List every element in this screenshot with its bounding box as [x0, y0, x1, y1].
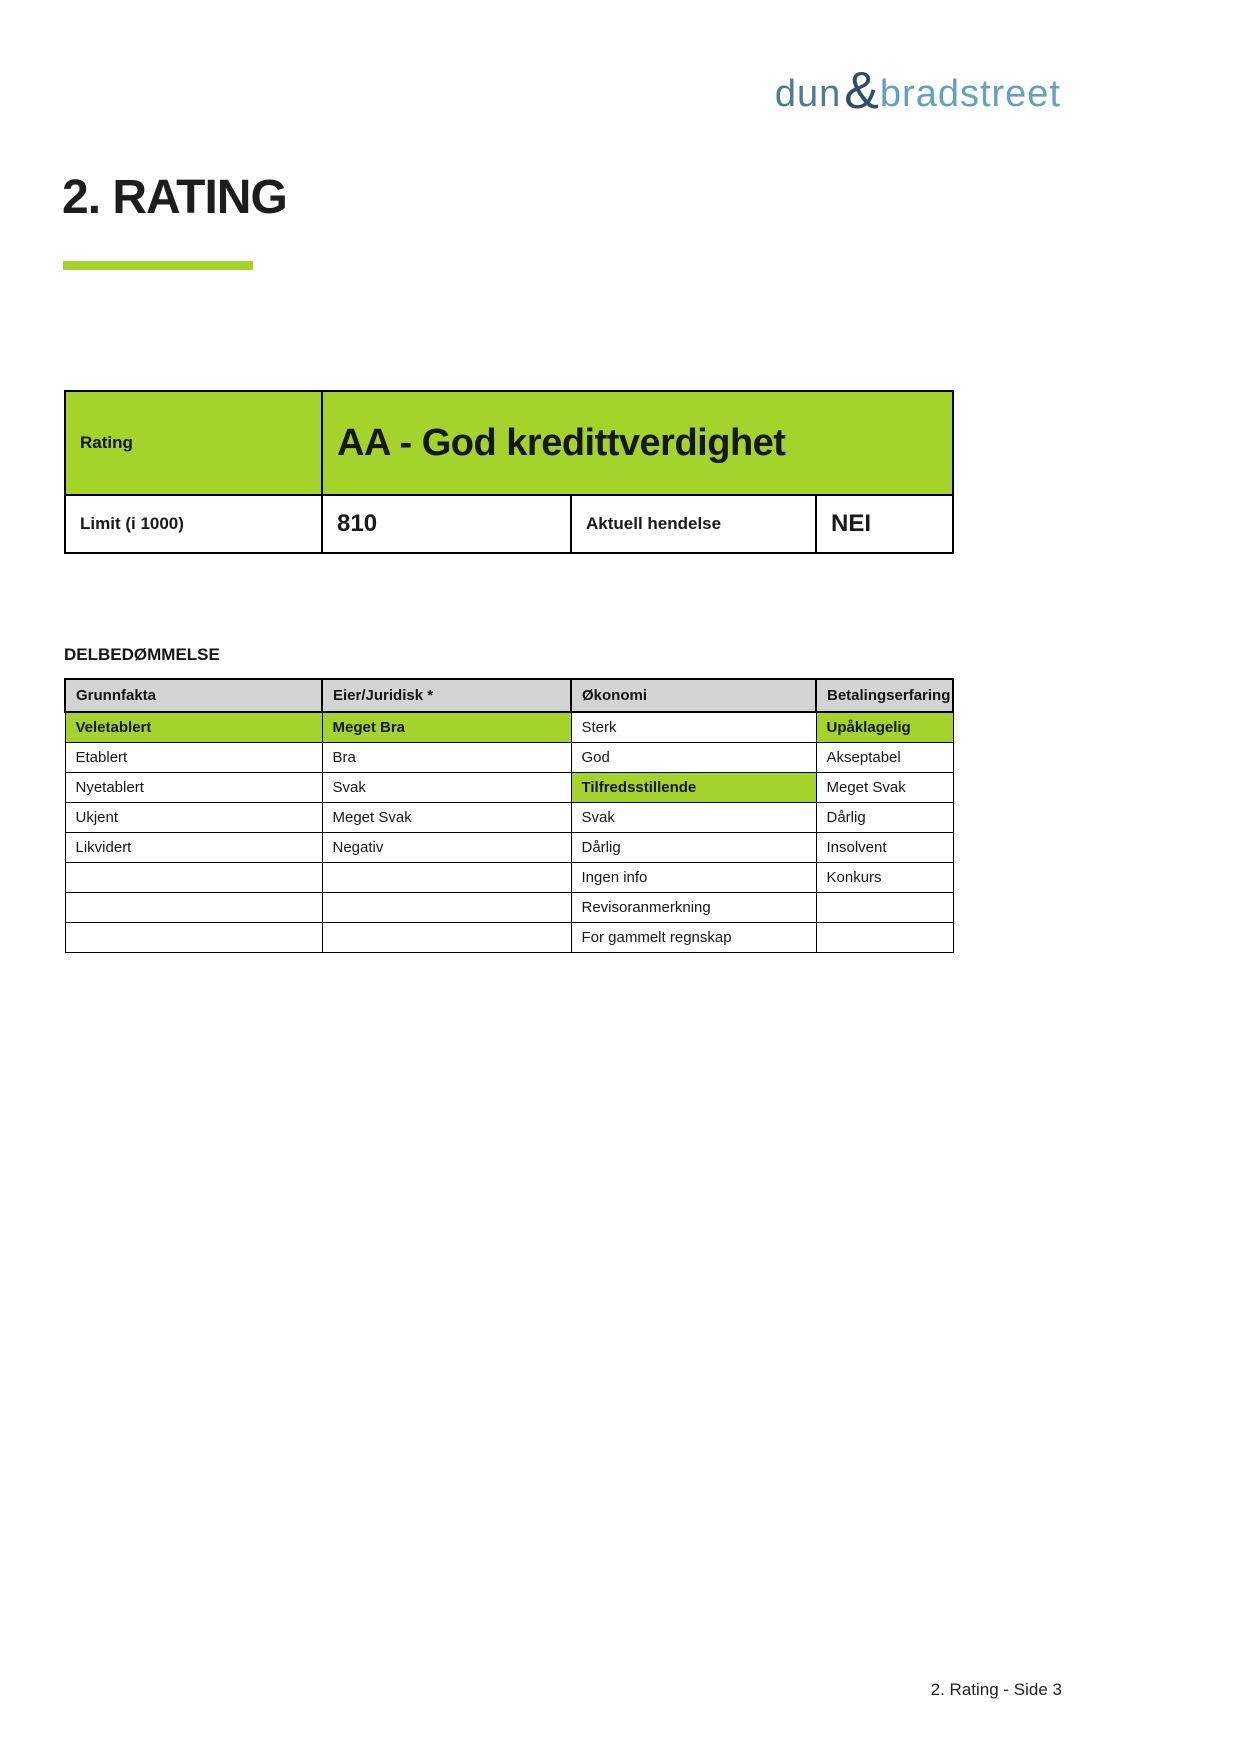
table-cell: Nyetablert [65, 773, 322, 803]
table-cell: Etablert [65, 743, 322, 773]
logo-text-dun: dun [774, 73, 842, 115]
table-cell: Konkurs [816, 863, 953, 893]
table-cell: Veletablert [65, 712, 322, 743]
table-cell-empty [816, 893, 953, 923]
table-row [65, 743, 953, 773]
table-cell: Ingen info [571, 863, 816, 893]
logo-text-bradstreet: bradstreet [879, 73, 1061, 115]
table-cell: Ukjent [65, 803, 322, 833]
page-title: 2. RATING [62, 171, 287, 224]
table-row [65, 863, 953, 893]
column-header: Økonomi [571, 679, 816, 712]
table-cell: Meget Svak [322, 803, 571, 833]
dun-bradstreet-logo [774, 62, 1061, 120]
table-cell-empty [65, 893, 322, 923]
limit-row [65, 495, 953, 553]
table-row [65, 833, 953, 863]
table-row [65, 773, 953, 803]
rating-label: Rating [65, 391, 322, 495]
table-cell: Likvidert [65, 833, 322, 863]
table-cell: Svak [571, 803, 816, 833]
current-event-label: Aktuell hendelse [571, 495, 816, 553]
rating-summary-table [64, 390, 954, 554]
table-cell: Upåklagelig [816, 712, 953, 743]
table-cell-empty [816, 923, 953, 953]
table-cell: Bra [322, 743, 571, 773]
table-cell: Akseptabel [816, 743, 953, 773]
table-cell: Dårlig [571, 833, 816, 863]
table-cell: Meget Svak [816, 773, 953, 803]
rating-row [65, 391, 953, 495]
limit-value: 810 [322, 495, 571, 553]
table-cell: Dårlig [816, 803, 953, 833]
table-row [65, 712, 953, 743]
column-header: Grunnfakta [65, 679, 322, 712]
table-cell: Sterk [571, 712, 816, 743]
table-cell-empty [322, 923, 571, 953]
ampersand-icon: & [844, 62, 879, 120]
table-cell: For gammelt regnskap [571, 923, 816, 953]
table-cell-empty [322, 893, 571, 923]
table-row [65, 803, 953, 833]
heading-underline-bar [63, 261, 253, 270]
page-footer: 2. Rating - Side 3 [930, 1680, 1062, 1699]
table-row [65, 893, 953, 923]
section-title-delbedommelse: DELBEDØMMELSE [64, 645, 220, 664]
table-cell: Negativ [322, 833, 571, 863]
table-cell-empty [65, 923, 322, 953]
table-row [65, 923, 953, 953]
table-cell: Revisoranmerkning [571, 893, 816, 923]
current-event-value: NEI [816, 495, 953, 553]
table-cell: God [571, 743, 816, 773]
rating-value: AA - God kredittverdighet [322, 391, 953, 495]
table-cell: Svak [322, 773, 571, 803]
table-cell-empty [65, 863, 322, 893]
table-cell: Tilfredsstillende [571, 773, 816, 803]
delbedommelse-header-row [65, 679, 953, 712]
table-cell: Meget Bra [322, 712, 571, 743]
delbedommelse-table [64, 678, 954, 953]
column-header: Eier/Juridisk * [322, 679, 571, 712]
table-cell-empty [322, 863, 571, 893]
table-cell: Insolvent [816, 833, 953, 863]
column-header: Betalingserfaring [816, 679, 953, 712]
limit-label: Limit (i 1000) [65, 495, 322, 553]
